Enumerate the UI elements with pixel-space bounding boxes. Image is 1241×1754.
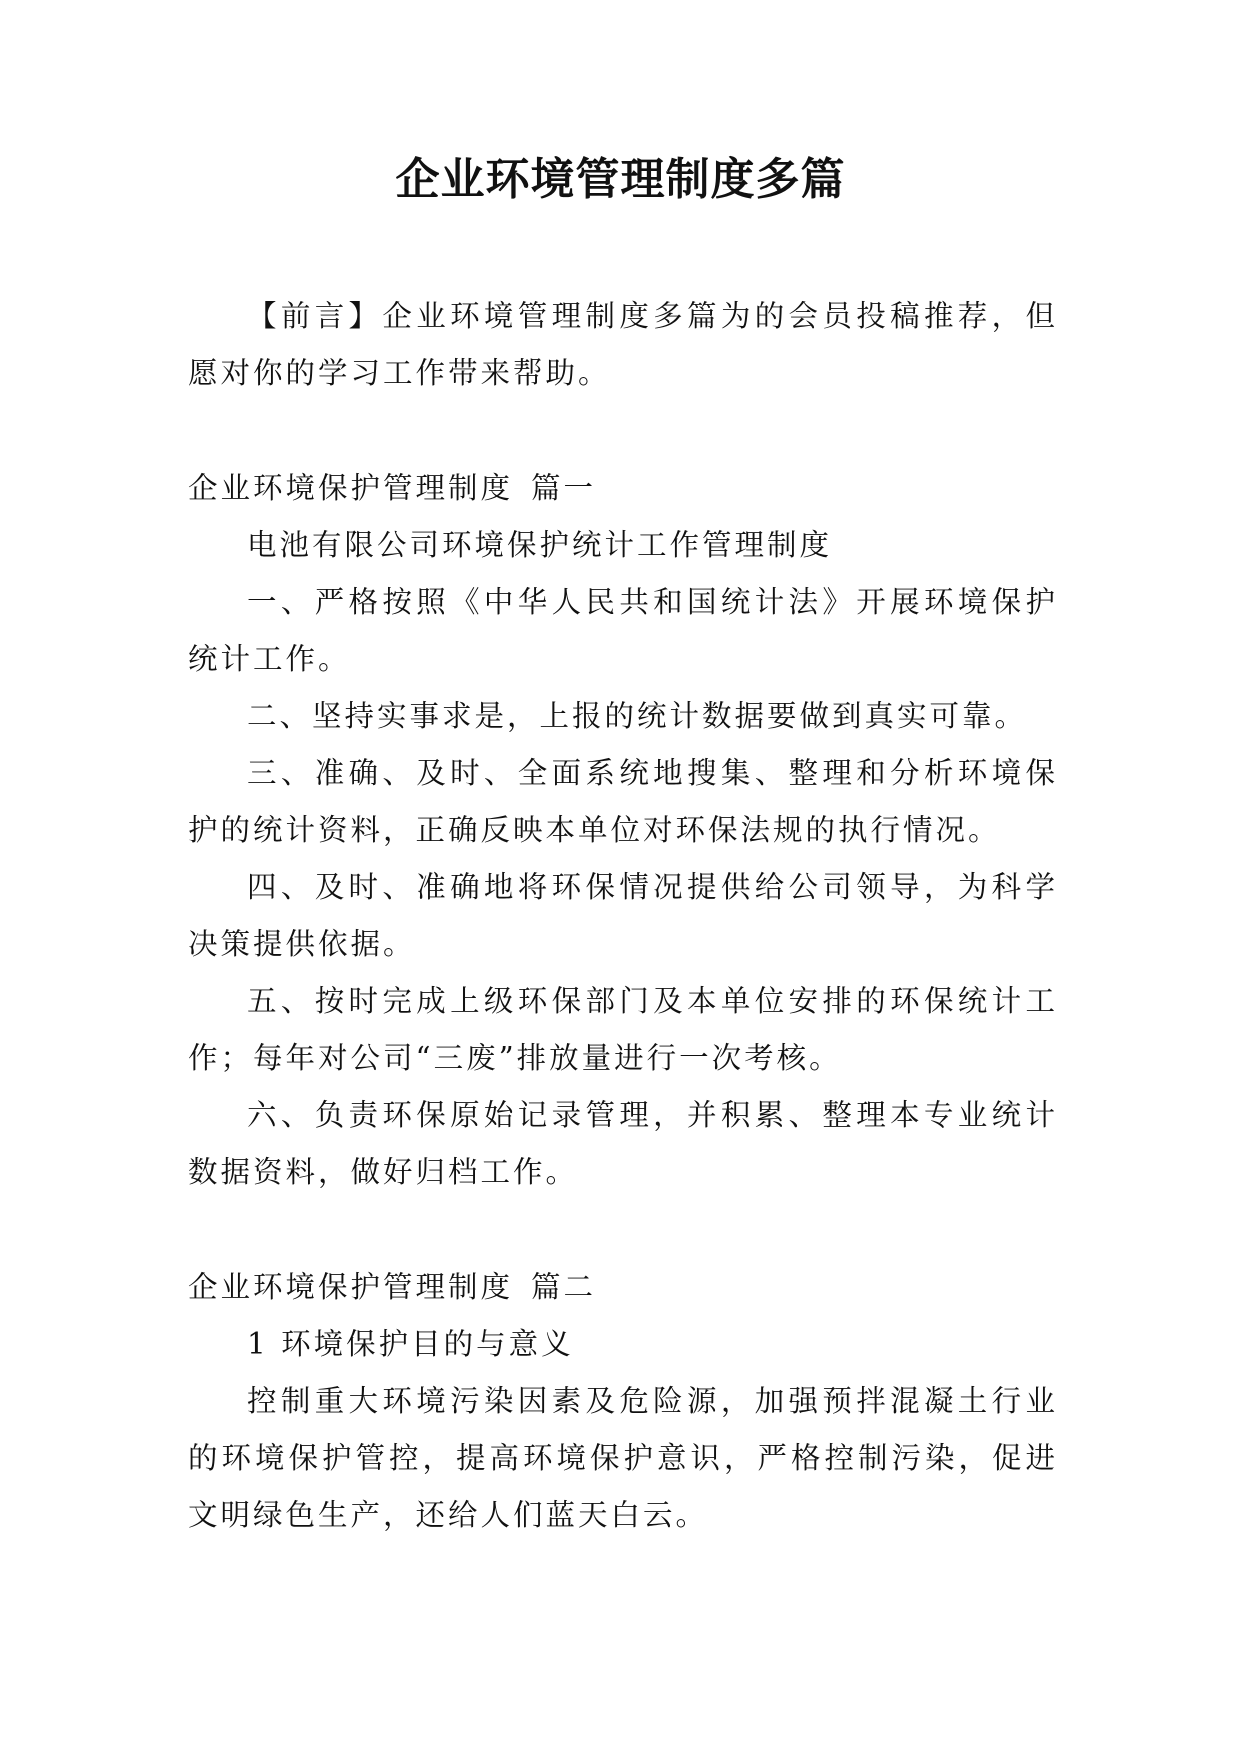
section-two-heading: [188, 1259, 1058, 1316]
section-one-item: 二、坚持实事求是，上报的统计数据要做到真实可靠。: [247, 699, 1028, 733]
preface-paragraph: 【前言】企业环境管理制度多篇为的会员投稿推荐，但愿对你的学习工作带来帮助。: [188, 299, 1058, 390]
section-two-subheading: 1 环境保护目的与意义: [247, 1327, 574, 1361]
document-body: [188, 288, 1058, 1544]
section-one-item: 四、及时、准确地将环保情况提供给公司领导，为科学决策提供依据。: [188, 870, 1058, 961]
section-one-part-label: 篇一: [531, 471, 597, 505]
section-two-heading-text: 企业环境保护管理制度: [188, 1270, 514, 1304]
section-one-item: 一、严格按照《中华人民共和国统计法》开展环境保护统计工作。: [188, 585, 1058, 676]
section-two-part-label: 篇二: [531, 1270, 597, 1304]
section-one-item: 三、准确、及时、全面系统地搜集、整理和分析环境保护的统计资料，正确反映本单位对环保法规的执行情况。: [188, 756, 1058, 847]
document-title: 企业环境管理制度多篇: [395, 154, 846, 205]
section-one-subtitle: 电池有限公司环境保护统计工作管理制度: [247, 528, 833, 562]
section-two-paragraph: 控制重大环境污染因素及危险源，加强预拌混凝土行业的环境保护管控，提高环境保护意识，严格控制污染，促进文明绿色生产，还给人们蓝天白云。: [188, 1384, 1058, 1532]
section-one-heading: [188, 460, 1058, 517]
section-one-item: 六、负责环保原始记录管理，并积累、整理本专业统计数据资料，做好归档工作。: [188, 1098, 1058, 1189]
section-one-item: 五、按时完成上级环保部门及本单位安排的环保统计工作；每年对公司“三废”排放量进行一次考核。: [188, 984, 1058, 1075]
section-one-heading-text: 企业环境保护管理制度: [188, 471, 514, 505]
